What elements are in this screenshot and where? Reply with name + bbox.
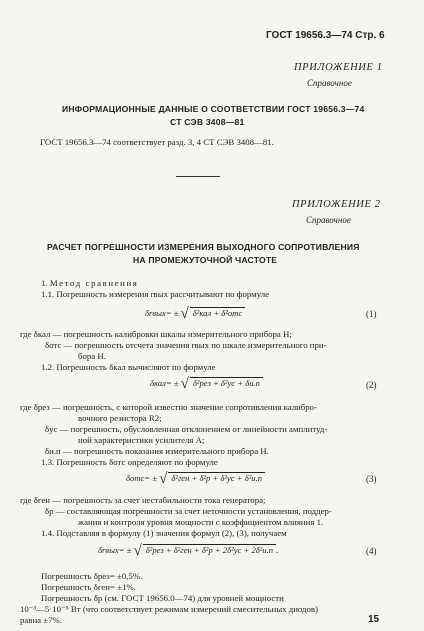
where2-line-e: δи.п — погрешность показания измерительного прибора H.: [45, 446, 269, 456]
equation-3: [126, 471, 265, 488]
eq3-lhs: δотс= ±: [126, 473, 157, 483]
error-line-4: 10⁻³—5·10⁻⁵ Вт (что соответствует режимам измерений смесительных диодов): [20, 604, 318, 614]
where3-line-a: где δген — погрешность за счет нестабильности тока генератора;: [20, 495, 266, 505]
appendix1-title: ПРИЛОЖЕНИЕ 1: [294, 62, 383, 73]
eq3-number: (3): [366, 474, 377, 484]
eq2-lhs: δкал= ±: [150, 378, 179, 388]
appendix1-subtitle: Справочное: [307, 78, 352, 88]
appendix1-heading-line1: ИНФОРМАЦИОННЫЕ ДАННЫЕ О СООТВЕТСТВИИ ГОСТ 19656.3—74: [62, 104, 365, 114]
equation-1: [145, 306, 245, 323]
appendix2-subtitle: Справочное: [306, 215, 351, 225]
equation-4: [98, 543, 278, 560]
radical-icon: √: [180, 376, 189, 392]
paragraph-1-3: 1.3. Погрешность δотс определяют по формуле: [41, 457, 218, 467]
where2-line-d: ной характеристики усилителя A;: [78, 435, 205, 445]
eq1-lhs: δrвых= ±: [145, 308, 179, 318]
eq1-radicand: δ²кал + δ²отс: [190, 307, 245, 318]
radical-icon: √: [133, 543, 142, 559]
error-line-3: Погрешность δр (см. ГОСТ 19656.0—74) для уровней мощности: [41, 593, 284, 603]
eq3-radicand: δ²ген + δ²р + δ²ус + δ²и.п: [168, 472, 265, 483]
appendix2-title: ПРИЛОЖЕНИЕ 2: [292, 199, 381, 210]
section1-title: Метод сравнения: [49, 278, 139, 288]
where1-line-c: бора H.: [78, 351, 106, 361]
error-line-1: Погрешность δрез= ±0,5%.: [41, 571, 143, 581]
where2-line-a: где δрез — погрешность, с которой известно значение сопротивления калибро-: [20, 402, 317, 412]
paragraph-1-2: 1.2. Погрешность δкал вычисляют по формуле: [41, 362, 216, 372]
where3-line-b: δр — составляющая погрешности за счет неточности установления, поддер-: [45, 506, 332, 516]
where2-line-b: вочного резистора R2;: [78, 413, 162, 423]
appendix2-heading-line1: РАСЧЕТ ПОГРЕШНОСТИ ИЗМЕРЕНИЯ ВЫХОДНОГО СОПРОТИВЛЕНИЯ: [47, 242, 360, 252]
error-line-2: Погрешность δген= ±1%.: [41, 582, 136, 592]
paragraph-1-4: 1.4. Подставляя в формулу (1) значения формул (2), (3), получаем: [41, 528, 287, 538]
eq2-radicand: δ²рез + δ²ус + δи.п: [190, 377, 263, 388]
appendix2-heading-line2: НА ПРОМЕЖУТОЧНОЙ ЧАСТОТЕ: [133, 255, 278, 265]
running-head: ГОСТ 19656.3—74 Стр. 6: [266, 30, 385, 41]
radical-icon: √: [180, 306, 189, 322]
appendix1-body: ГОСТ 19656.3—74 соответствует разд. 3, 4 СТ СЭВ 3408—81.: [40, 137, 274, 147]
appendix1-heading-line2: СТ СЭВ 3408—81: [170, 117, 245, 127]
radical-icon: √: [159, 471, 168, 487]
paragraph-1-1: 1.1. Погрешность измерения rвых рассчитывают по формуле: [41, 289, 270, 299]
section1-heading: [41, 278, 138, 288]
eq4-radicand: δ²рез + δ²ген + δ²р + 2δ²ус + 2δ²и.п: [143, 544, 276, 555]
where1-line-a: где δкал — погрешность калибровки шкалы измерительного прибора H;: [20, 329, 292, 339]
error-line-5: равна ±7%.: [20, 615, 63, 625]
where3-line-c: жания и контроля уровня мощности с коэффициентом влияния 1.: [78, 517, 324, 527]
section1-number: 1.: [41, 278, 48, 288]
where1-line-b: δотс — погрешность отсчета значения rвых по шкале измерительного при-: [45, 340, 327, 350]
eq4-lhs: δrвых= ±: [98, 545, 132, 555]
eq1-number: (1): [366, 309, 377, 319]
eq4-number: (4): [366, 546, 377, 556]
eq4-tail: .: [276, 545, 279, 555]
where2-line-c: δус — погрешность, обусловленная отклонением от линейности амплитуд-: [45, 424, 328, 434]
section-divider: [176, 176, 220, 177]
eq2-number: (2): [366, 380, 377, 390]
page-number: 15: [368, 614, 380, 625]
equation-2: [150, 376, 263, 393]
